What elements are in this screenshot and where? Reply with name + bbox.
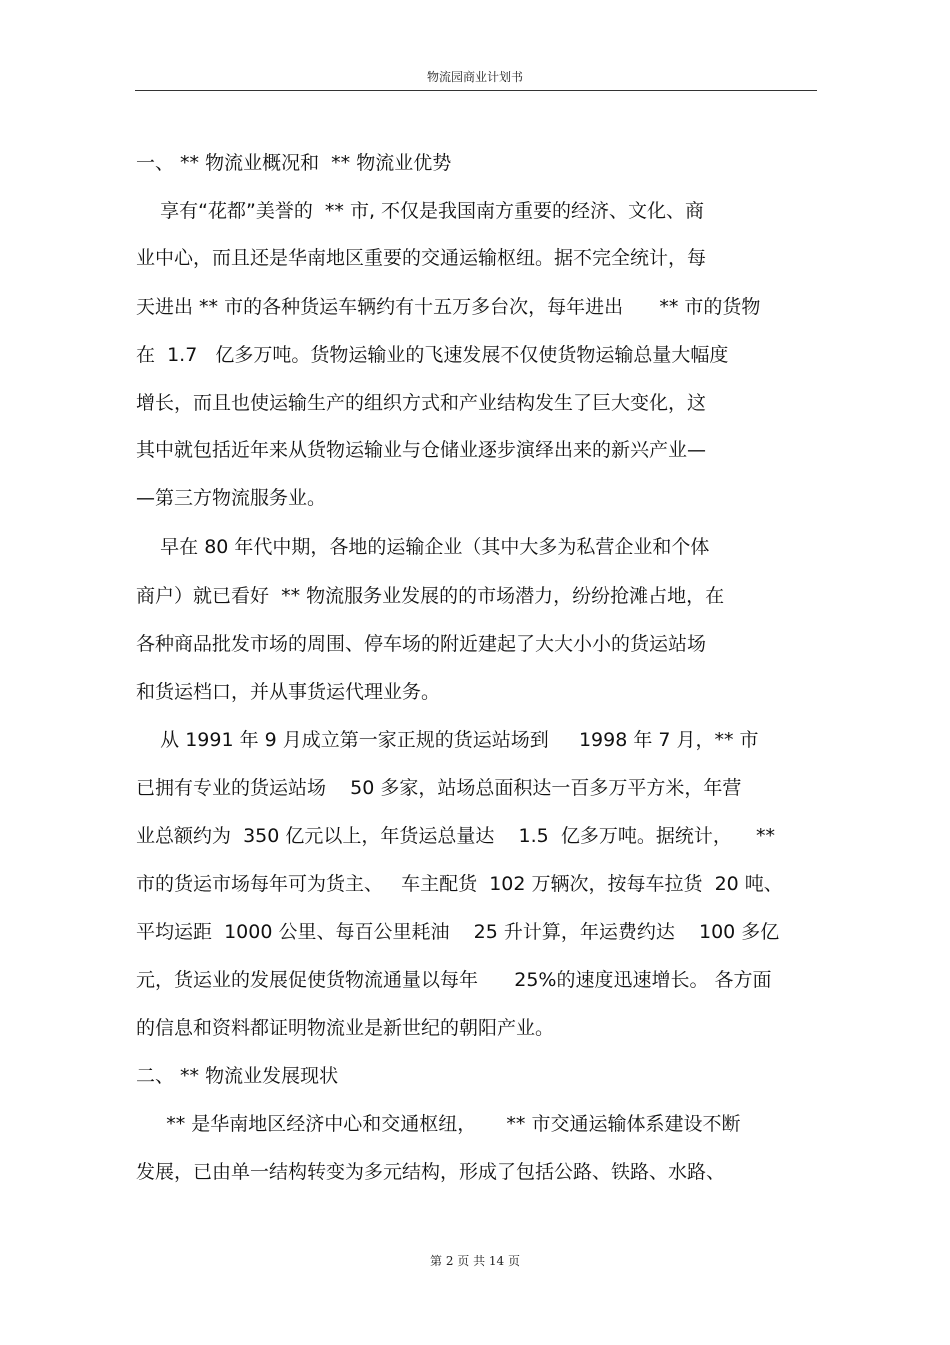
text-line: 业总额约为 350 亿元以上，年货运总量达 1.5 亿多万吨。据统计， ** [136,825,775,847]
text-line: 的信息和资料都证明物流业是新世纪的朝阳产业。 [136,1017,555,1039]
text-line: —第三方物流服务业。 [136,487,327,509]
text-line: 在 1.7 亿多万吨。货物运输业的飞速发展不仅使货物运输总量大幅度 [136,344,729,366]
text-line: 从 1991 年 9 月成立第一家正规的货运站场到 1998 年 7 月，** 市 [136,729,759,751]
page-number-footer: 第 2 页 共 14 页 [430,1254,520,1268]
text-line: ** 是华南地区经济中心和交通枢纽， ** 市交通运输体系建设不断 [136,1113,741,1135]
text-line: 发展，已由单一结构转变为多元结构，形成了包括公路、铁路、水路、 [136,1161,726,1183]
header-divider [135,90,817,91]
text-line: 平均运距 1000 公里、每百公里耗油 25 升计算，年运费约达 100 多亿 [136,921,780,943]
text-line: 商户）就已看好 ** 物流服务业发展的的市场潜力，纷纷抢滩占地，在 [136,585,725,607]
text-line: 市的货运市场每年可为货主、 车主配货 102 万辆次，按每车拉货 20 吨、 [136,873,783,895]
text-line: 已拥有专业的货运站场 50 多家，站场总面积达一百多万平方米，年营 [136,777,742,799]
text-line: 和货运档口，并从事货运代理业务。 [136,681,441,703]
text-line: 其中就包括近年来从货物运输业与仓储业逐步演绎出来的新兴产业— [136,439,707,461]
text-line: 享有“花都”美誉的 ** 市, 不仅是我国南方重要的经济、文化、商 [136,200,705,222]
text-line: 早在 80 年代中期，各地的运输企业（其中大多为私营企业和个体 [136,536,710,558]
text-line: 各种商品批发市场的周围、停车场的附近建起了大大小小的货运站场 [136,633,707,655]
running-header-title: 物流园商业计划书 [426,70,523,84]
text-line: 业中心，而且还是华南地区重要的交通运输枢纽。据不完全统计，每 [136,247,707,269]
section-heading-2: 二、 ** 物流业发展现状 [136,1065,339,1087]
text-line: 增长，而且也使运输生产的组织方式和产业结构发生了巨大变化，这 [136,392,707,414]
text-line: 天进出 ** 市的各种货运车辆约有十五万多台次，每年进出 ** 市的货物 [136,296,761,318]
section-heading-1: 一、 ** 物流业概况和 ** 物流业优势 [136,152,452,174]
text-line: 元，货运业的发展促使货物流通量以每年 25%的速度迅速增长。 各方面 [136,969,772,991]
